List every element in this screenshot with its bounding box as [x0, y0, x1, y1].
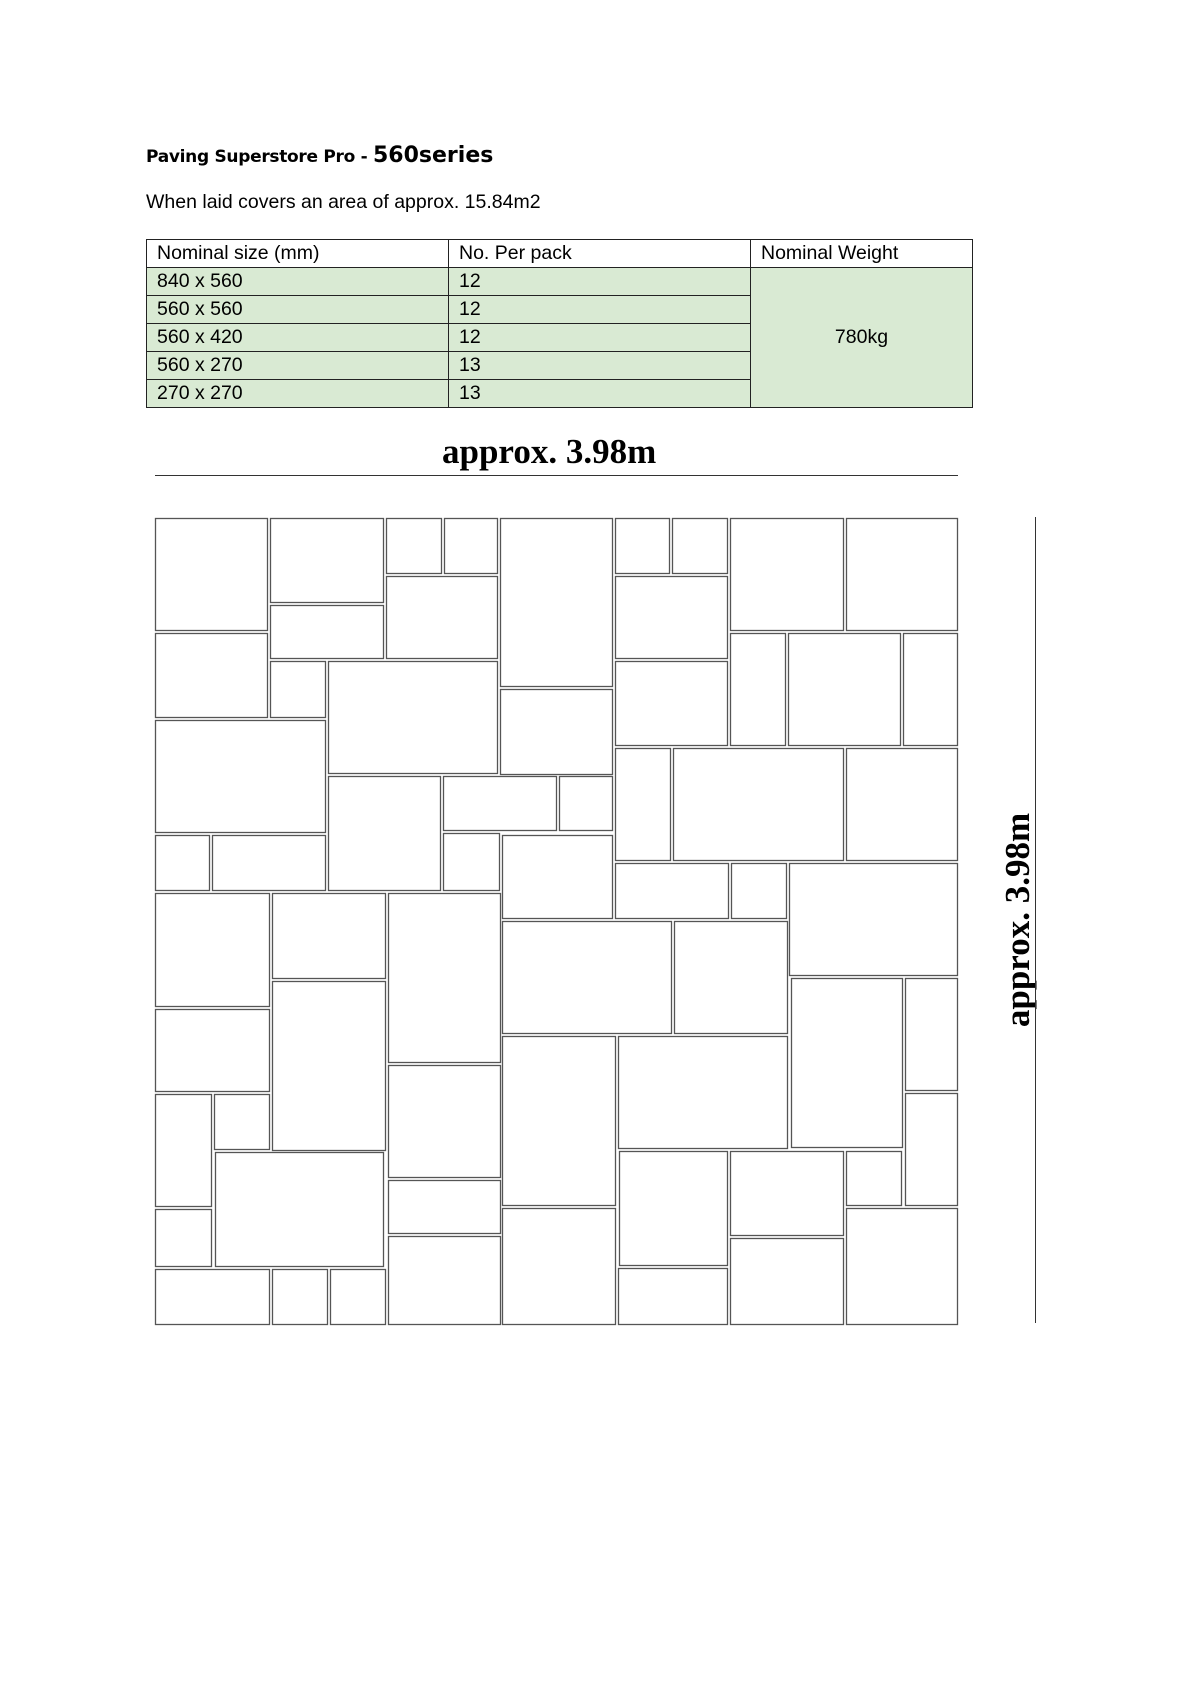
- size-cell: 840 x 560: [147, 268, 449, 296]
- paving-slab: [906, 1094, 958, 1206]
- paving-slab: [329, 777, 441, 891]
- paving-slab: [273, 894, 386, 979]
- paving-slab: [444, 777, 557, 831]
- paving-slab: [616, 577, 728, 659]
- paving-slab: [616, 662, 728, 746]
- paving-slab: [790, 864, 958, 976]
- paving-slab: [560, 777, 613, 831]
- width-dimension-label: approx. 3.98m: [442, 432, 657, 471]
- paving-slab: [906, 979, 958, 1091]
- paving-slab: [387, 519, 442, 574]
- weight-cell: 780kg: [751, 268, 973, 408]
- paving-slab: [675, 922, 788, 1034]
- paving-slab: [620, 1152, 728, 1266]
- paving-slab: [156, 1270, 270, 1325]
- paving-slab: [389, 894, 501, 1063]
- paving-slab: [731, 1152, 844, 1236]
- paving-slab: [329, 662, 498, 774]
- header-weight: Nominal Weight: [751, 240, 973, 268]
- header-count: No. Per pack: [449, 240, 751, 268]
- paving-slab: [847, 749, 958, 861]
- paving-slab: [503, 922, 672, 1034]
- paving-slab: [616, 749, 671, 861]
- paving-slab: [156, 1095, 212, 1207]
- paving-slab: [619, 1037, 788, 1149]
- size-cell: 560 x 560: [147, 296, 449, 324]
- paving-slab: [673, 519, 728, 574]
- paving-slab: [389, 1237, 501, 1325]
- size-cell: 560 x 420: [147, 324, 449, 352]
- paving-slab: [156, 1210, 212, 1267]
- paving-slab: [444, 834, 500, 891]
- brand-name: Paving Superstore Pro -: [146, 147, 373, 167]
- paving-slab: [271, 519, 384, 603]
- paving-slab: [213, 836, 326, 891]
- paving-slab: [674, 749, 844, 861]
- header-size: Nominal size (mm): [147, 240, 449, 268]
- paving-slab: [387, 577, 498, 659]
- paving-slab: [501, 690, 613, 775]
- paving-slab: [445, 519, 498, 574]
- count-cell: 13: [449, 352, 751, 380]
- count-cell: 12: [449, 296, 751, 324]
- size-cell: 560 x 270: [147, 352, 449, 380]
- height-dimension-label: approx. 3.98m: [998, 812, 1037, 1028]
- paving-slab: [156, 894, 270, 1007]
- paving-slab: [271, 606, 384, 659]
- paving-slab: [389, 1066, 501, 1178]
- paving-slab: [789, 634, 901, 746]
- paving-slab: [616, 519, 670, 574]
- paving-slab: [389, 1181, 501, 1234]
- paving-slab: [271, 662, 326, 718]
- paving-slab: [503, 1037, 616, 1206]
- paving-slab: [156, 1010, 270, 1092]
- paving-slab: [156, 721, 326, 833]
- count-cell: 13: [449, 380, 751, 408]
- paving-slab: [156, 634, 268, 718]
- paving-slab: [792, 979, 903, 1148]
- count-cell: 12: [449, 324, 751, 352]
- paving-slab: [619, 1269, 728, 1325]
- paving-slab: [904, 634, 958, 746]
- paving-slab: [731, 1239, 844, 1325]
- paving-slab: [503, 1209, 616, 1325]
- paving-slab: [216, 1153, 384, 1267]
- series-name: 560series: [372, 143, 494, 168]
- paving-slab: [215, 1095, 270, 1150]
- paving-slab: [156, 519, 268, 631]
- paving-slab: [847, 519, 958, 631]
- paving-slab: [732, 864, 787, 919]
- paving-slab: [273, 982, 386, 1151]
- paving-slab: [501, 519, 613, 687]
- count-cell: 12: [449, 268, 751, 296]
- paving-slab: [156, 836, 210, 891]
- paving-slab: [331, 1270, 386, 1325]
- paving-slab: [616, 864, 729, 919]
- paving-slab: [273, 1270, 328, 1325]
- size-cell: 270 x 270: [147, 380, 449, 408]
- paving-slab: [503, 836, 613, 919]
- paving-slab: [847, 1152, 902, 1206]
- paving-slab: [847, 1209, 958, 1325]
- coverage-text: When laid covers an area of approx. 15.84m2: [146, 191, 541, 213]
- paving-slab: [731, 519, 844, 631]
- paving-slab: [731, 634, 786, 746]
